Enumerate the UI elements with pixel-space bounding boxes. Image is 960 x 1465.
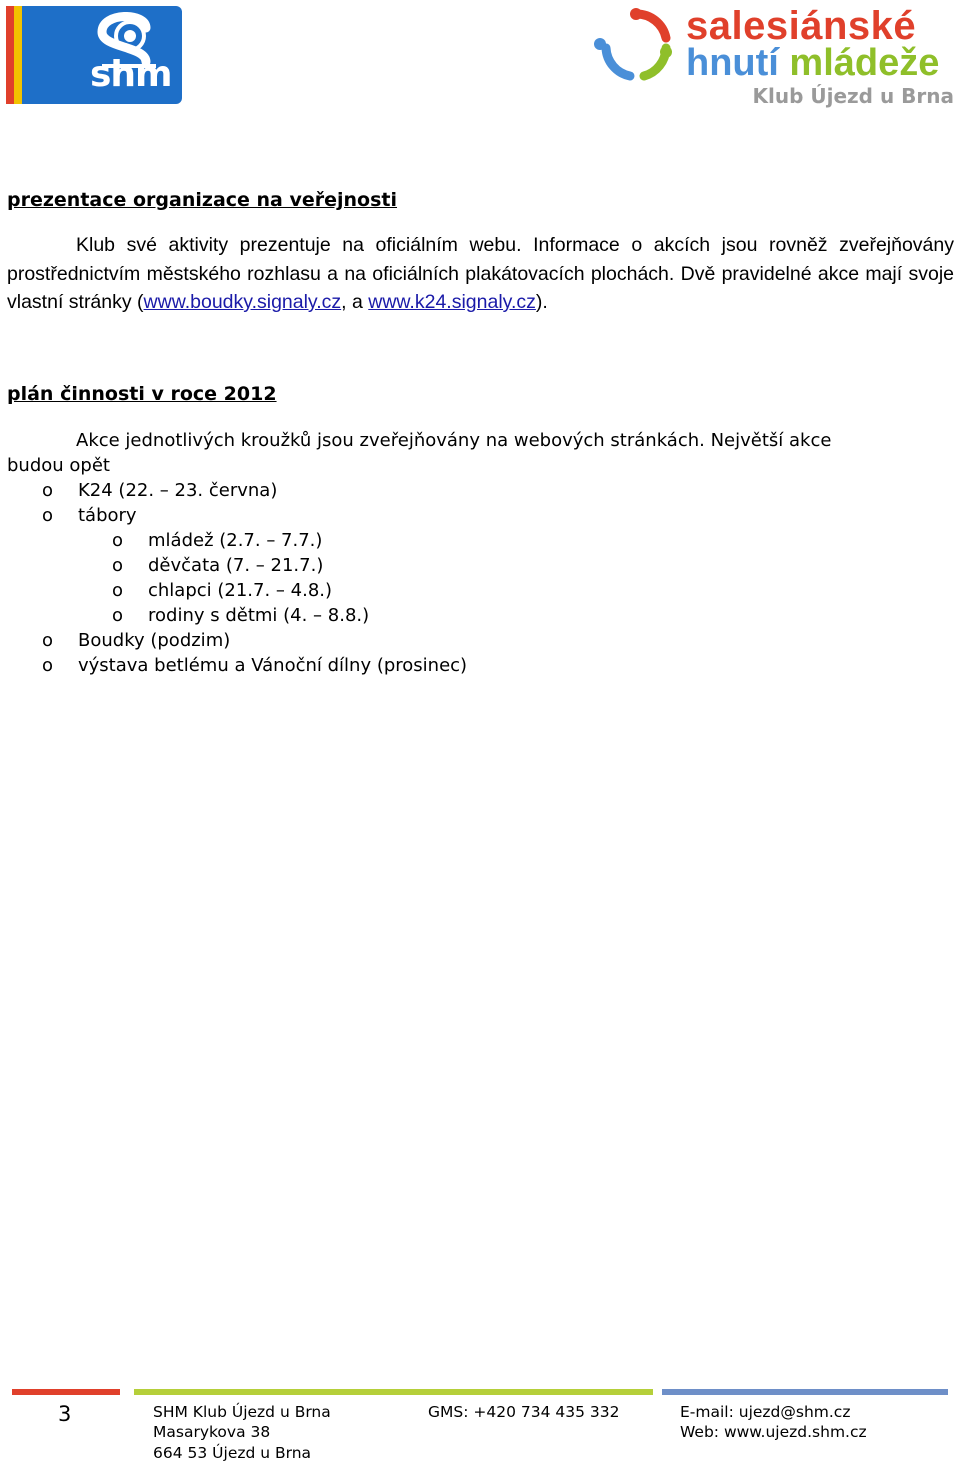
footer-bar-green (134, 1389, 653, 1395)
footer-city: 664 53 Újezd u Brna (153, 1444, 312, 1462)
bullet-mark: o (112, 530, 124, 551)
section-heading-plan: plán činnosti v roce 2012 (7, 383, 277, 405)
salesian-swirl-icon (588, 4, 684, 86)
list-item-text: tábory (78, 505, 137, 526)
list-item-text: výstava betlému a Vánoční dílny (prosinec) (78, 655, 468, 676)
brand-subtitle (686, 42, 939, 85)
list-item-text: chlapci (21.7. – 4.8.) (148, 580, 333, 601)
list-item-text: rodiny s dětmi (4. – 8.8.) (148, 605, 370, 626)
page-number: 3 (58, 1402, 72, 1426)
club-name: Klub Újezd u Brna (752, 84, 954, 108)
link-k24[interactable]: www.k24.signaly.cz (368, 291, 536, 313)
list-item-text: mládež (2.7. – 7.7.) (148, 530, 323, 551)
footer-org-name: SHM Klub Újezd u Brna (153, 1403, 331, 1421)
link-boudky[interactable]: www.boudky.signaly.cz (143, 291, 342, 313)
footer-bar-blue (662, 1389, 948, 1395)
brand-title: salesiánské (686, 4, 917, 48)
footer-street: Masarykova 38 (153, 1423, 271, 1441)
section-heading-presentation: prezentace organizace na veřejnosti (7, 189, 398, 211)
presentation-paragraph (7, 231, 954, 317)
footer-bar-red (12, 1389, 120, 1395)
plan-intro-line2: budou opět (7, 455, 110, 476)
footer-phone: GMS: +420 734 435 332 (428, 1403, 620, 1421)
paragraph-text-middle: , a (341, 291, 369, 313)
plan-intro-line1: Akce jednotlivých kroužků jsou zveřejňovány na webových stránkách. Největší akce (76, 430, 832, 451)
bullet-mark: o (112, 580, 124, 601)
paragraph-text-start: Klub své aktivity prezentuje na oficiálním webu. Informace o akcích jsou rovněž zveřejňovány prostřednictvím městského rozhlasu a na oficiálních plakátovacích plochách. Dvě pravidelné akce mají svoje vlastní stránky ( (7, 234, 954, 313)
bullet-mark: o (42, 630, 54, 651)
bullet-mark: o (112, 605, 124, 626)
footer-email: E-mail: ujezd@shm.cz (680, 1403, 851, 1421)
shm-logo-text: shm (90, 54, 172, 95)
list-item-text: Boudky (podzim) (78, 630, 231, 651)
bullet-mark: o (42, 480, 54, 501)
bullet-mark: o (112, 555, 124, 576)
salesian-brand-logo (588, 4, 956, 114)
list-item-text: K24 (22. – 23. června) (78, 480, 278, 501)
brand-mladeze: mládeže (789, 42, 940, 84)
footer-web: Web: www.ujezd.shm.cz (680, 1423, 867, 1441)
bullet-mark: o (42, 505, 54, 526)
bullet-mark: o (42, 655, 54, 676)
list-item-text: děvčata (7. – 21.7.) (148, 555, 324, 576)
brand-hnuti: hnutí (686, 42, 779, 84)
shm-logo (6, 6, 182, 104)
paragraph-text-end: ). (535, 291, 548, 313)
